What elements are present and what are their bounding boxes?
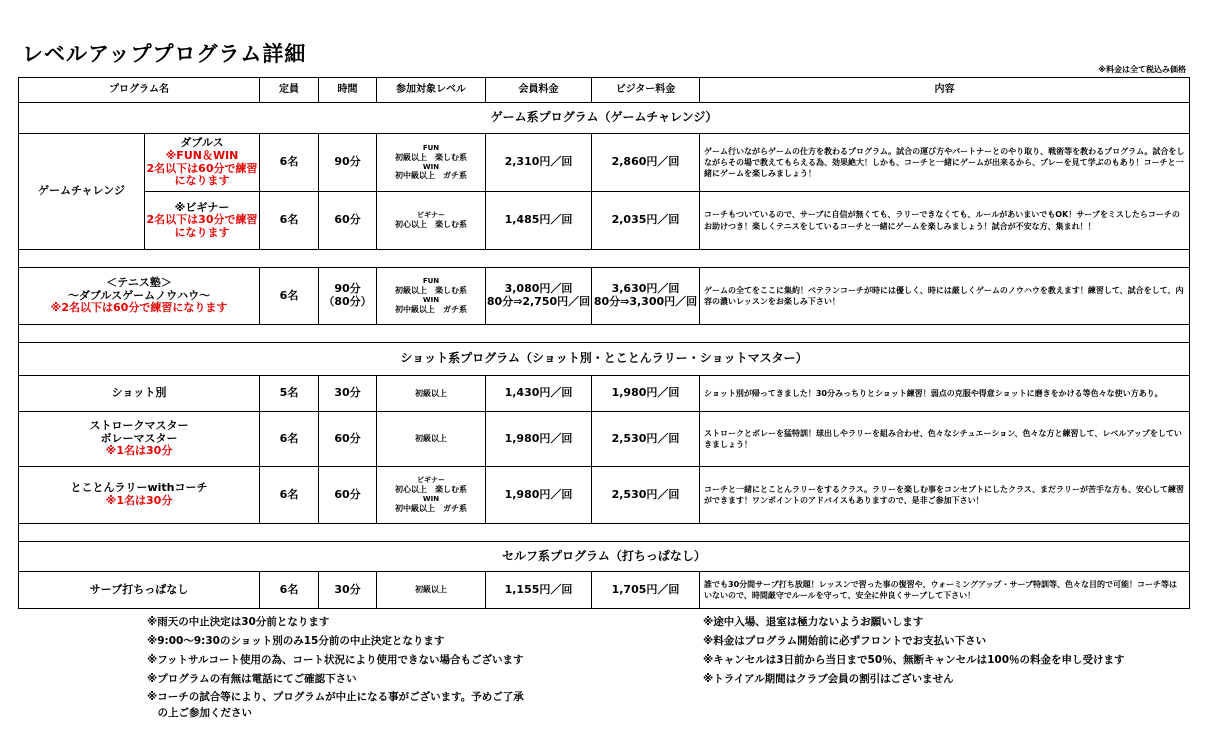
level-tag: ビギナー xyxy=(417,211,445,220)
juku-time: 90分 xyxy=(334,282,361,296)
note-item: の上ご参加ください xyxy=(147,707,252,719)
spacer-row xyxy=(19,524,1190,542)
tokoton-capacity: 6名 xyxy=(260,467,319,524)
shot-visitor-price: 1,980円／回 xyxy=(592,376,700,412)
doubles-title: ダブルス xyxy=(180,136,224,150)
table-row xyxy=(19,412,1190,467)
spacer-row xyxy=(19,250,1190,268)
stroke-time: 60分 xyxy=(319,412,377,467)
stroke-note: ※1名は30分 xyxy=(105,444,173,458)
juku-time-sub: （80分） xyxy=(323,295,372,308)
notes-left xyxy=(147,613,524,721)
tokoton-note: ※1名は30分 xyxy=(105,494,173,507)
beginner-time: 60分 xyxy=(319,192,377,250)
note-item: ※途中入場、退室は極力ないようお願いします xyxy=(703,616,924,628)
shot-member-price: 1,430円／回 xyxy=(486,376,592,412)
beginner-visitor-price: 2,035円／回 xyxy=(592,192,700,250)
header-time: 時間 xyxy=(319,78,377,103)
table-row xyxy=(19,467,1190,524)
stroke-name1: ストロークマスター xyxy=(89,419,189,433)
section-game: ゲーム系プログラム（ゲームチャレンジ） xyxy=(19,103,1190,134)
level-text: 初級以上 楽しむ系 xyxy=(395,286,467,295)
tokoton-content: コーチと一緒にとことんラリーをするクラス。ラリーを楽しむ事をコンセプトにしたクラス、まだラリーが苦手な方も、安心して練習ができます！ワンポイントのアドバイスもありますので、是非ご参加下さい！ xyxy=(700,467,1190,524)
note-item: ※料金はプログラム開始前に必ずフロントでお支払い下さい xyxy=(703,635,987,647)
stroke-member-price: 1,980円／回 xyxy=(486,412,592,467)
stroke-name-cell xyxy=(19,412,260,467)
beginner-member-price: 1,485円／回 xyxy=(486,192,592,250)
beginner-name-cell xyxy=(145,192,260,250)
juku-note: ※2名以下は60分で練習になります xyxy=(50,301,228,315)
juku-visitor-price: 3,630円／回 xyxy=(611,282,680,296)
level-text: 初中級以上 ガチ系 xyxy=(395,304,467,314)
doubles-member-price: 2,310円／回 xyxy=(486,134,592,192)
shot-name: ショット別 xyxy=(19,376,260,412)
beginner-title: ※ビギナー xyxy=(174,200,230,214)
shot-capacity: 5名 xyxy=(260,376,319,412)
juku-visitor-cell xyxy=(592,268,700,325)
doubles-content: ゲーム行いながらゲームの仕方を教わるプログラム。試合の運び方やパートナーとのやり取り、戦術等を教わるプログラム。試合をしながらその場で教えてもらえる為、効果絶大！しかも、コーチと一緒にゲームが出来るから、プレーを見て学ぶのもあり！コーチと一緒にゲームを楽しみましょう！ xyxy=(700,134,1190,192)
serve-visitor-price: 1,705円／回 xyxy=(592,572,700,609)
beginner-note: 2名以下は30分で練習になります xyxy=(146,213,258,239)
juku-line1: ＜テニス塾＞ xyxy=(106,276,172,290)
doubles-sub: ※FUN＆WIN xyxy=(165,148,239,162)
beginner-capacity: 6名 xyxy=(260,192,319,250)
shot-content: ショット別が帰ってきました！30分みっちりとショット練習！弱点の克服や得意ショットに磨きをかける等色々な使い方あり。 xyxy=(700,376,1190,412)
header-capacity: 定員 xyxy=(260,78,319,103)
level-text: 初級以上 楽しむ系 xyxy=(395,152,467,162)
header-level: 参加対象レベル xyxy=(377,78,486,103)
juku-visitor-sub: 80分⇒3,300円／回 xyxy=(593,295,698,308)
juku-line2: ～ダブルスゲームノウハウ～ xyxy=(67,288,211,302)
stroke-capacity: 6名 xyxy=(260,412,319,467)
note-item: ※コーチの試合等により、プログラムが中止になる事がございます。予めご了承 xyxy=(147,691,524,703)
stroke-content: ストロークとボレーを猛特訓！球出しやラリーを組み合わせ、色々なシチュエーション、色々な方と練習して、レベルアップをしていきましょう！ xyxy=(700,412,1190,467)
page-title: レベルアッププログラム詳細 xyxy=(22,42,307,66)
shot-time: 30分 xyxy=(319,376,377,412)
note-item: ※キャンセルは3日前から当日まで50％、無断キャンセルは100％の料金を申し受けます xyxy=(703,654,1125,666)
tokoton-level xyxy=(377,467,486,524)
header-content: 内容 xyxy=(700,78,1190,103)
serve-capacity: 6名 xyxy=(260,572,319,609)
table-row xyxy=(19,192,1190,250)
level-tag: FUN xyxy=(422,277,440,286)
juku-capacity: 6名 xyxy=(260,268,319,325)
serve-time: 30分 xyxy=(319,572,377,609)
doubles-level xyxy=(377,134,486,192)
table-row xyxy=(19,572,1190,609)
header-member: 会員料金 xyxy=(486,78,592,103)
juku-member-sub: 80分⇒2,750円／回 xyxy=(486,295,591,308)
table-row xyxy=(19,134,1190,192)
note-item: ※フットサルコート使用の為、コート状況により使用できない場合もございます xyxy=(147,654,524,666)
tokoton-name: とことんラリーwithコーチ xyxy=(70,481,208,495)
doubles-name-cell xyxy=(145,134,260,192)
note-item: ※トライアル期間はクラブ会員の割引はございません xyxy=(703,673,954,685)
doubles-note: 2名以下は60分で練習になります xyxy=(146,161,258,188)
level-text: 初心以上 楽しむ系 xyxy=(395,219,467,229)
juku-name-cell xyxy=(19,268,260,325)
note-item: ※雨天の中止決定は30分前となります xyxy=(147,616,330,628)
doubles-visitor-price: 2,860円／回 xyxy=(592,134,700,192)
serve-level: 初級以上 xyxy=(377,572,486,609)
juku-time-cell xyxy=(319,268,377,325)
juku-content: ゲームの全てをここに集約！ベテランコーチが時には優しく、時には厳しくゲームのノウハウを教えます！練習して、試合をして、内容の濃いレッスンをお楽しみ下さい！ xyxy=(700,268,1190,325)
header-name: プログラム名 xyxy=(19,78,260,103)
header-row xyxy=(19,78,1190,103)
notes-right xyxy=(703,613,1125,689)
beginner-level xyxy=(377,192,486,250)
stroke-name2: ボレーマスター xyxy=(100,431,178,445)
program-table xyxy=(18,77,1190,609)
doubles-capacity: 6名 xyxy=(260,134,319,192)
tokoton-time: 60分 xyxy=(319,467,377,524)
tokoton-name-cell xyxy=(19,467,260,524)
tokoton-member-price: 1,980円／回 xyxy=(486,467,592,524)
level-tag: WIN xyxy=(422,162,440,171)
level-tag: WIN xyxy=(422,495,440,503)
serve-member-price: 1,155円／回 xyxy=(486,572,592,609)
juku-member-cell xyxy=(486,268,592,325)
level-tag: ビギナー xyxy=(417,476,445,485)
table-row xyxy=(19,268,1190,325)
doubles-time: 90分 xyxy=(319,134,377,192)
serve-content: 誰でも30分間サーブ打ち放題！レッスンで習った事の復習や、ウォーミングアップ・サーブ特訓等、色々な目的で可能！コーチ等はいないので、時間厳守でルールを守って、安全に仲良くサーブして下さい！ xyxy=(700,572,1190,609)
spacer-row xyxy=(19,325,1190,343)
juku-member-price: 3,080円／回 xyxy=(504,282,573,296)
tax-note: ※料金は全て税込み価格 xyxy=(1098,65,1186,74)
level-text: 初心以上 楽しむ系 xyxy=(395,485,467,494)
level-tag: FUN xyxy=(422,143,440,152)
level-text: 初中級以上 ガチ系 xyxy=(395,171,467,181)
header-visitor: ビジター料金 xyxy=(592,78,700,103)
serve-name: サーブ打ちっぱなし xyxy=(19,572,260,609)
tokoton-visitor-price: 2,530円／回 xyxy=(592,467,700,524)
table-row xyxy=(19,376,1190,412)
section-self: セルフ系プログラム（打ちっぱなし） xyxy=(19,542,1190,572)
stroke-level: 初級以上 xyxy=(377,412,486,467)
shot-level: 初級以上 xyxy=(377,376,486,412)
level-text: 初中級以上 ガチ系 xyxy=(395,503,467,513)
game-challenge-name: ゲームチャレンジ xyxy=(19,134,145,250)
note-item: ※9:00～9:30のショット別のみ15分前の中止決定となります xyxy=(147,635,445,647)
level-tag: WIN xyxy=(422,296,440,304)
stroke-visitor-price: 2,530円／回 xyxy=(592,412,700,467)
beginner-content: コーチもついているので、サーブに自信が無くても、ラリーできなくても、ルールがあいまいでもOK！サーブをミスしたらコーチのお助けつき！楽しくテニスをしているコーチと一緒にゲームを楽しみましょう！試合が不安な方、集まれ！！ xyxy=(700,192,1190,250)
juku-level xyxy=(377,268,486,325)
note-item: ※プログラムの有無は電話にてご確認下さい xyxy=(147,673,357,685)
section-shot: ショット系プログラム（ショット別・とことんラリー・ショットマスター） xyxy=(19,343,1190,376)
